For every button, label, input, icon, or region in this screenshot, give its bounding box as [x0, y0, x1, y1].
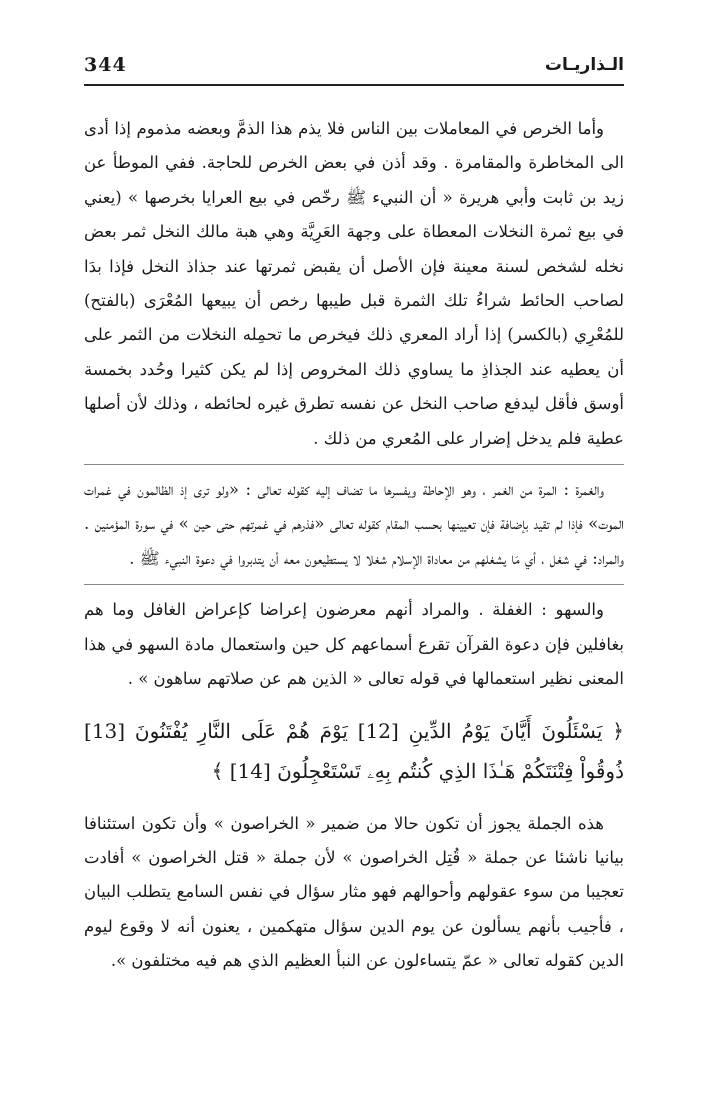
- paragraph-ghamra: والغمرة : المرة من الغمر ، وهو الإحاطة ويفسرها ما تضاف إليه كقوله تعالى : «ولو ترى إذ الظالمون في غمرات الموت» فإذا لم تقيد بإضافة فإن تعيينها بحسب المقام كقوله تعالى «فذرهم في غمرتهم حتى حين » في سورة المؤمنين . والمراد: في شغل ، أي مَا يشغلهم من معاداة الإسلام شغلا لا يستطيعون معه أن يتدبروا في دعوة النبيء ﷺ .: [84, 480, 624, 568]
- paragraph-kharas: وأما الخرص في المعاملات بين الناس فلا يذم هذا الذمَّ وبعضه مذموم إذا أدى الى المخاطرة والمقامرة . وقد أذن في بعض الخرص للحاجة. ففي الموطأ عن زيد بن ثابت وأبي هريرة « أن النبيء ﷺ رخّص في بيع العرايا بخرصها » (يعني في بيع ثمرة النخلات المعطاة على وجهة العَرِيَّة وهي هبة مالك النخل ثمر بعض نخله لشخص لسنة معينة فإن الأصل أن يقبض ثمرتها عند جذاذ النخل فإذا بدَا لصاحب الحائط شراءُ تلك الثمرة قبل طيبها رخص أن يبيعها المُعْرَى (بالفتح) للمُعْرِي (بالكسر) إذا أراد المعري ذلك فيخرص ما تحمِله النخلات من الثمر على أن يعطيه عند الجذاذِ ما يساوي ذلك المخروص إذا لم يكن كثيرا وحُدد بخمسة أوسق فأقل ليدفع صاحب النخل عن نفسه تطرق غيره لحائطه ، وذلك لأن أصلها عطية فلم يدخل إضرار على المُعري من ذلك .: [84, 119, 624, 448]
- page-header: [84, 46, 624, 84]
- paragraph-sahw: والسهو : الغفلة . والمراد أنهم معرضون إعراضا كإعراض الغافل وما هم بغافلين فإن دعوة القرآن تقرع أسماعهم كل حين واستعمال مادة السهو في هذا المعنى نظير استعمالها في قوله تعالى « الذين هم عن صلاتهم ساهون » .: [84, 600, 624, 689]
- verse-open-bracket: ﴿: [612, 718, 625, 743]
- running-title: الـذاريـات: [544, 55, 624, 75]
- page-body: [84, 112, 624, 979]
- paragraph-divider: [84, 584, 624, 585]
- verse-text: يَسْئَلُونَ أَيَّانَ يَوْمُ الدِّينِ [12] يَوْمَ هُمْ عَلَى النَّارِ يُفْتَنُونَ [13] ذُوقُواْ فِتْنَتَكُمْ هَـٰذَا الذِي كُنتُم بِهِۦ تَسْتَعْجِلُونَ [14]: [84, 718, 624, 783]
- paragraph-divider: [84, 464, 624, 465]
- header-rule: [84, 84, 624, 86]
- paragraph-commentary: هذه الجملة يجوز أن تكون حالا من ضمير « الخراصون » وأن تكون استئنافا بيانيا ناشئا عن جملة « قُتِل الخراصون » لأن جملة « قتل الخراصون » أفادت تعجيبا من سوء عقولهم وأحوالهم فهو مثار سؤال في نفس السامع يتطلب البيان ، فأجيب بأنهم يسألون عن يوم الدين سؤال متهكمين ، يعنون أنه لا وقوع ليوم الدين كقوله تعالى « عمّ يتساءلون عن النبأ العظيم الذي هم فيه مختلفون ».: [84, 813, 624, 971]
- page-number: 344: [84, 54, 127, 76]
- verse-close-bracket: ﴾: [211, 758, 224, 783]
- quran-verse: [84, 711, 624, 791]
